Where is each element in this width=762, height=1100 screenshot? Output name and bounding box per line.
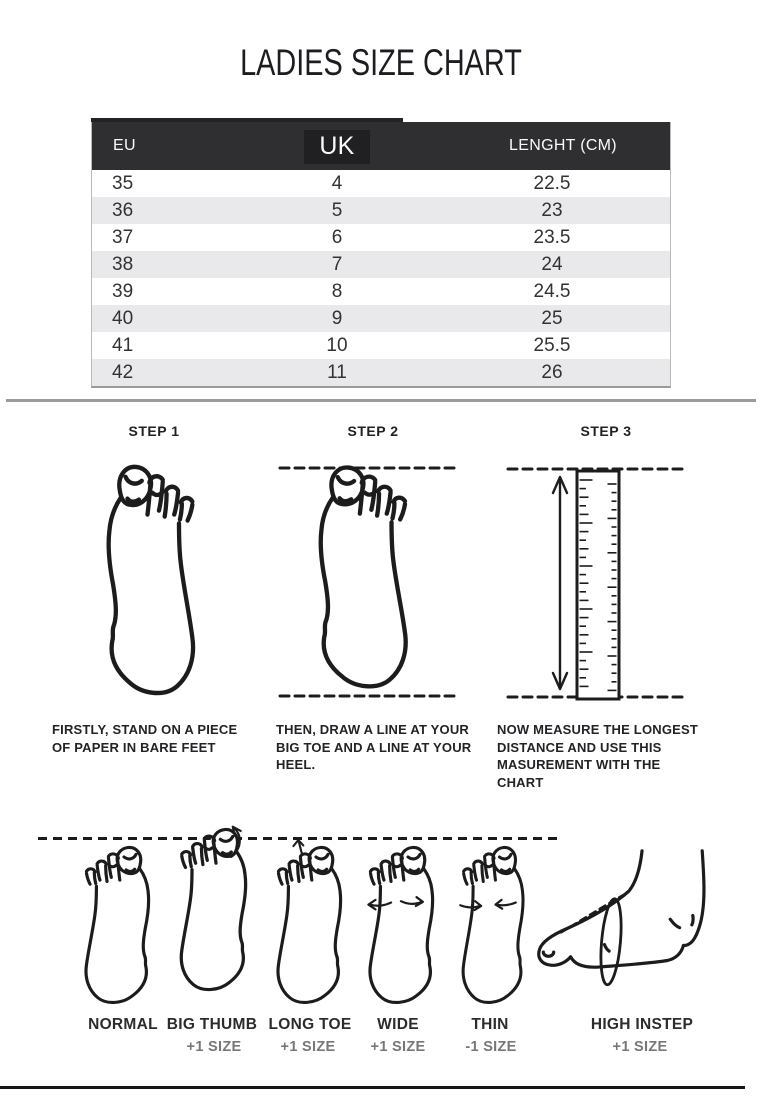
table-cell: 23 [541, 199, 563, 221]
table-cell: 11 [327, 361, 347, 383]
foot-outline-icon [109, 467, 193, 693]
size-table-body [92, 170, 670, 386]
table-cell: 23.5 [533, 226, 571, 248]
section-divider [6, 399, 756, 402]
table-cell: 8 [331, 280, 343, 302]
table-row [92, 359, 670, 386]
table-cell: 24 [541, 253, 563, 275]
step3-heading: STEP 3 [580, 423, 632, 439]
table-cell: 6 [331, 226, 343, 248]
foot-type-normal-illustration [66, 840, 158, 1010]
ruler-icon [577, 471, 619, 699]
size-note-thin: -1 SIZE [465, 1039, 517, 1055]
table-row [92, 224, 670, 251]
double-arrow-icon [553, 477, 567, 689]
text-line: CHART [497, 774, 544, 790]
table-cell: 40 [112, 307, 134, 329]
table-cell: 26 [541, 361, 563, 383]
table-header-row [92, 122, 670, 170]
foot-type-label-high-instep: HIGH INSTEP [590, 1016, 694, 1033]
table-cell: 25 [541, 307, 563, 329]
table-cell: 24.5 [533, 280, 571, 302]
table-row [92, 332, 670, 359]
text-line: DISTANCE AND USE THIS [497, 739, 662, 755]
step2-heading: STEP 2 [347, 423, 399, 439]
table-row [92, 251, 670, 278]
text-line: BIG TOE AND A LINE AT YOUR [276, 739, 472, 755]
foot-type-high-instep-illustration [533, 848, 721, 998]
text-line: THEN, DRAW A LINE AT YOUR [276, 722, 470, 737]
column-header-length: LENGHT (CM) [509, 137, 617, 154]
text-line: HEEL. [276, 757, 316, 772]
text-line: FIRSTLY, STAND ON A PIECE [52, 722, 238, 737]
table-cell: 22.5 [533, 172, 571, 194]
foot-outline-icon [86, 847, 149, 1002]
foot-type-thin-illustration [444, 840, 532, 1010]
foot-illustration-step1 [96, 456, 220, 704]
table-cell: 39 [112, 280, 134, 302]
table-cell: 41 [112, 334, 134, 356]
size-note-big-thumb: +1 SIZE [186, 1039, 242, 1055]
foot-type-label-normal: NORMAL [88, 1016, 158, 1033]
text-line: NOW MEASURE THE LONGEST [497, 722, 699, 737]
foot-outline-icon [278, 847, 341, 1002]
table-row [92, 170, 670, 197]
size-note-long-toe: +1 SIZE [280, 1039, 336, 1055]
table-cell: 25.5 [533, 334, 571, 356]
foot-outline-icon [370, 847, 433, 1002]
foot-outline-icon [321, 467, 406, 686]
text-line: OF PAPER IN BARE FEET [52, 739, 216, 755]
ruler-illustration-step3 [503, 456, 691, 704]
footer-divider [0, 1086, 745, 1089]
step2-description [276, 721, 486, 774]
table-cell: 38 [112, 253, 134, 275]
foot-type-label-wide: WIDE [377, 1016, 419, 1033]
foot-type-long-toe-illustration [258, 840, 350, 1010]
table-cell: 9 [331, 307, 343, 329]
foot-type-label-big-thumb: BIG THUMB [166, 1016, 258, 1033]
foot-side-view-icon [539, 851, 704, 986]
table-cell: 4 [331, 172, 343, 194]
arrows-inward-icon [460, 900, 516, 910]
column-header-uk [304, 132, 369, 161]
table-row [92, 305, 670, 332]
size-chart-table [91, 122, 671, 388]
foot-type-wide-illustration [350, 840, 442, 1010]
foot-measure-illustration-step2 [272, 456, 464, 704]
table-row [92, 278, 670, 305]
arrow-up-icon [293, 840, 303, 854]
text-line: MASUREMENT WITH THE [497, 757, 661, 772]
size-note-high-instep: +1 SIZE [612, 1039, 668, 1055]
step3-description [497, 721, 712, 791]
table-cell: 36 [112, 199, 134, 221]
step1-heading: STEP 1 [128, 423, 180, 439]
table-cell: 10 [326, 334, 348, 356]
size-note-wide: +1 SIZE [370, 1039, 426, 1055]
foot-type-label-long-toe: LONG TOE [268, 1016, 352, 1033]
foot-type-big-thumb-illustration [160, 826, 256, 1010]
table-row [92, 197, 670, 224]
page-title: LADIES SIZE CHART [240, 42, 522, 83]
foot-type-label-thin: THIN [471, 1016, 509, 1033]
table-cell: 5 [331, 199, 343, 221]
foot-outline-icon [463, 847, 523, 1002]
table-cell: 42 [112, 361, 134, 383]
table-cell: 7 [331, 253, 343, 275]
step1-description [52, 721, 252, 756]
uk-header-box: UK [304, 130, 369, 164]
arrows-outward-icon [368, 897, 422, 909]
table-cell: 37 [112, 226, 134, 248]
column-header-eu: EU [113, 137, 136, 154]
table-cell: 35 [112, 172, 134, 194]
